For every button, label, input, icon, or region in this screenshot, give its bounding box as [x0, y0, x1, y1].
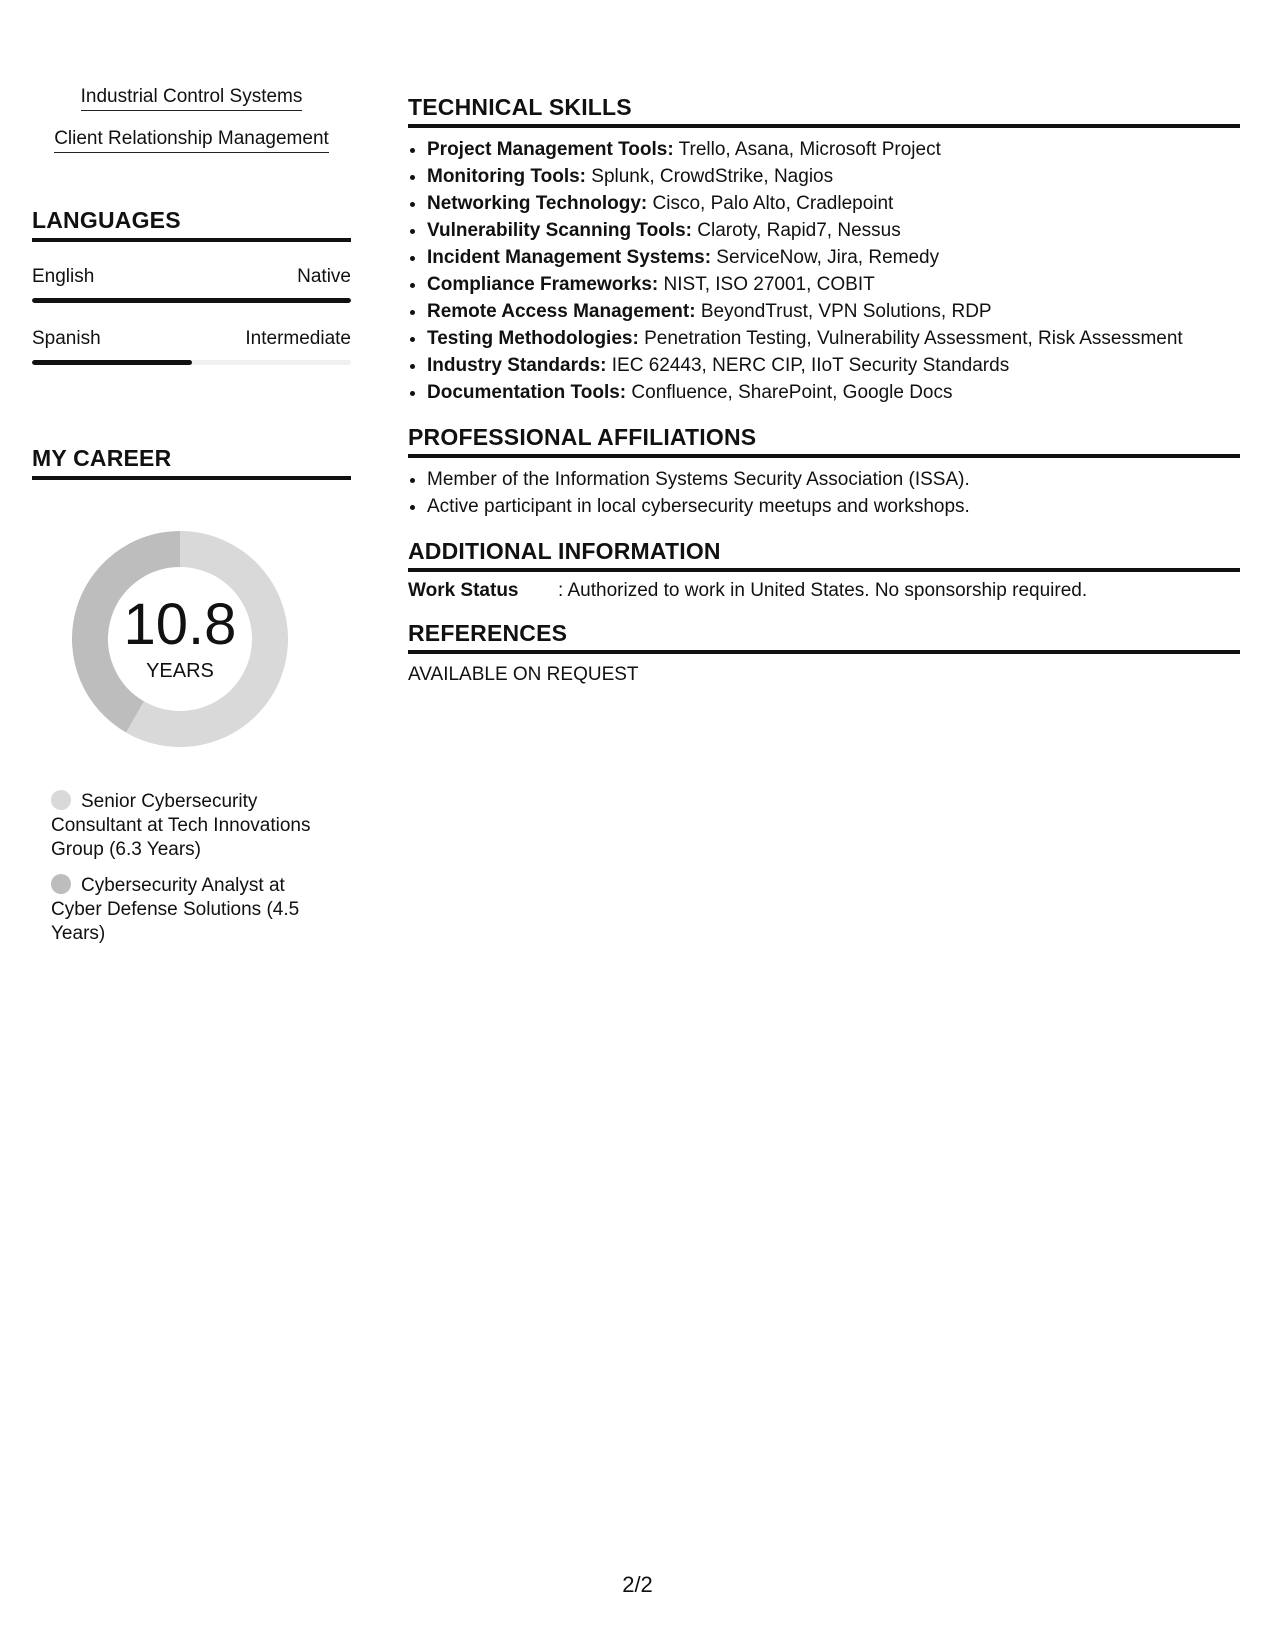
additional-info-heading: ADDITIONAL INFORMATION — [408, 538, 1240, 572]
left-column — [32, 86, 351, 958]
affiliations-list — [408, 466, 1240, 520]
legend-dot — [51, 790, 71, 810]
skill-values: Claroty, Rapid7, Nessus — [691, 220, 901, 241]
skill-category: Incident Management Systems: — [427, 247, 712, 268]
references-text: AVAILABLE ON REQUEST — [408, 664, 639, 685]
language-name: Spanish — [32, 328, 101, 349]
career-total-years: 10.8 — [123, 592, 237, 657]
list-item: • Member of the Information Systems Security Association (ISSA). — [427, 466, 1240, 493]
list-item — [427, 163, 1240, 190]
skill-category: Compliance Frameworks: — [427, 274, 659, 295]
page-number: 2/2 — [622, 1572, 653, 1597]
skill-category: Remote Access Management: — [427, 301, 696, 322]
legend-dot — [51, 874, 71, 894]
list-item — [427, 190, 1240, 217]
legend-label: Cybersecurity Analyst at Cyber Defense Solutions (4.5 Years) — [51, 875, 300, 944]
list-item — [427, 136, 1240, 163]
skill-values: ServiceNow, Jira, Remedy — [711, 247, 940, 268]
list-item — [427, 325, 1240, 352]
skill-values: Penetration Testing, Vulnerability Assessment, Risk Assessment — [638, 328, 1183, 349]
language-proficiency-fill — [32, 360, 192, 365]
skill-tag: Industrial Control Systems — [81, 86, 303, 111]
right-column — [408, 94, 1240, 686]
technical-skills-list — [408, 136, 1240, 406]
list-item: • Active participant in local cybersecurity meetups and workshops. — [427, 493, 1240, 520]
language-proficiency-bar — [32, 360, 351, 365]
skill-category: Monitoring Tools: — [427, 166, 586, 187]
affiliations-heading: PROFESSIONAL AFFILIATIONS — [408, 424, 1240, 458]
career-legend — [51, 790, 321, 946]
list-item — [427, 217, 1240, 244]
skill-values: NIST, ISO 27001, COBIT — [658, 274, 875, 295]
skill-values: BeyondTrust, VPN Solutions, RDP — [695, 301, 992, 322]
career-heading: MY CAREER — [32, 445, 351, 480]
legend-item — [51, 790, 321, 862]
skill-values: Trello, Asana, Microsoft Project — [673, 139, 941, 160]
language-proficiency-bar — [32, 298, 351, 303]
work-status-value: : Authorized to work in United States. No sponsorship required. — [558, 580, 1088, 601]
skill-category: Industry Standards: — [427, 355, 607, 376]
legend-label: Senior Cybersecurity Consultant at Tech Innovations Group (6.3 Years) — [51, 791, 311, 860]
skill-values: IEC 62443, NERC CIP, IIoT Security Standards — [606, 355, 1010, 376]
language-spanish — [32, 328, 351, 365]
list-item — [427, 244, 1240, 271]
legend-item — [51, 874, 321, 946]
work-status-label: Work Status — [408, 580, 519, 601]
languages-heading: LANGUAGES — [32, 207, 351, 242]
skill-tags — [32, 86, 351, 170]
references-heading: REFERENCES — [408, 620, 1240, 654]
skill-category: Testing Methodologies: — [427, 328, 639, 349]
career-donut-chart — [65, 524, 295, 754]
language-name: English — [32, 266, 95, 287]
technical-skills-heading: TECHNICAL SKILLS — [408, 94, 1240, 128]
language-english — [32, 266, 351, 303]
skill-category: Project Management Tools: — [427, 139, 674, 160]
list-item — [427, 298, 1240, 325]
language-level: Native — [297, 266, 351, 287]
list-item — [427, 352, 1240, 379]
skill-tag: Client Relationship Management — [54, 128, 329, 153]
list-item — [427, 379, 1240, 406]
career-total-unit: YEARS — [146, 660, 214, 682]
language-level: Intermediate — [245, 328, 351, 349]
skill-values: Cisco, Palo Alto, Cradlepoint — [647, 193, 894, 214]
skill-category: Vulnerability Scanning Tools: — [427, 220, 692, 241]
work-status-row — [408, 580, 1240, 602]
skill-values: Confluence, SharePoint, Google Docs — [626, 382, 953, 403]
skill-category: Documentation Tools: — [427, 382, 627, 403]
language-proficiency-fill — [32, 298, 351, 303]
skill-category: Networking Technology: — [427, 193, 648, 214]
list-item — [427, 271, 1240, 298]
skill-values: Splunk, CrowdStrike, Nagios — [586, 166, 834, 187]
